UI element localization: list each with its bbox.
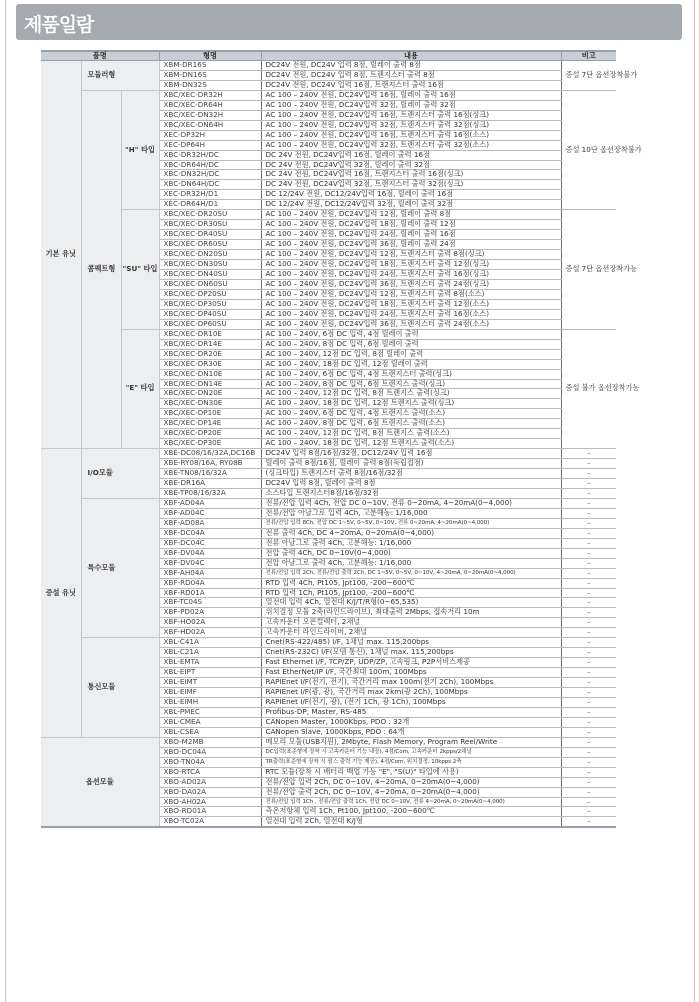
- model-cell: XBC/XEC-DR60SU: [159, 240, 261, 250]
- model-cell: XBL-C21A: [159, 648, 261, 658]
- description-cell: TR출력(표준형에 장착 시 펄스 출력 기능 제공), 4점/Com, 위치결정, 10kpps 2축: [261, 757, 561, 767]
- header-model: 형명: [159, 51, 261, 61]
- model-cell: XBO-TN04A: [159, 757, 261, 767]
- model-cell: XBC/XEC-DP14E: [159, 419, 261, 429]
- description-cell: 소스타입 트랜지스터8점/16점/32점: [261, 488, 561, 498]
- note-cell: –: [561, 767, 616, 777]
- note-cell: –: [561, 548, 616, 558]
- page-title: 제품일람: [24, 14, 94, 36]
- description-cell: AC 100 – 240V 전원, DC24V입력 36점, 트랜지스터 출력 24점(소스): [261, 319, 561, 329]
- note-cell: –: [561, 449, 616, 459]
- category-option-module: 옵션모듈: [41, 737, 159, 827]
- description-cell: AC 100 – 240V 전원, DC24V입력 24점, 릴레이 출력 16점: [261, 230, 561, 240]
- model-cell: XBC/XEC-DN20E: [159, 389, 261, 399]
- model-cell: XBF-RD01A: [159, 588, 261, 598]
- model-cell: XBM-DN32S: [159, 80, 261, 90]
- description-cell: 전류/전압 입력 8Ch, 전압 DC 1~5V, 0~5V, 0~10V, 전류 0~20mA, 4~20mA(0~4,000): [261, 518, 561, 528]
- note-cell: –: [561, 588, 616, 598]
- note-cell: –: [561, 618, 616, 628]
- note-cell: –: [561, 727, 616, 737]
- table-row: [41, 329, 616, 339]
- model-cell: XBF-PD02A: [159, 608, 261, 618]
- model-cell: XBM-DR16S: [159, 61, 261, 71]
- description-cell: CANopen Slave, 1000Kbps, PDO : 64개: [261, 727, 561, 737]
- description-cell: CANopen Master, 1000Kbps, PDO : 32개: [261, 717, 561, 727]
- product-table: [41, 50, 642, 828]
- header-note: 비고: [561, 51, 616, 61]
- model-cell: XBO-RD01A: [159, 807, 261, 817]
- model-cell: XBC/XEC-DR30SU: [159, 220, 261, 230]
- model-cell: XEC-DP64H: [159, 140, 261, 150]
- note-cell: –: [561, 817, 616, 827]
- type-h: "H" 타입: [121, 90, 159, 209]
- model-cell: XBF-AH04A: [159, 568, 261, 578]
- description-cell: 고속카운터 오픈컬렉터, 2채널: [261, 618, 561, 628]
- description-cell: AC 100 – 240V, 12점 DC 입력, 8점 트랜지스 출력(소스): [261, 429, 561, 439]
- description-cell: DC24V 전원, DC24V 입력 16점, 트랜지스터 출력 16점: [261, 80, 561, 90]
- model-cell: XBL-EIPT: [159, 668, 261, 678]
- category-basic-unit: 기본 유닛: [41, 61, 81, 449]
- model-cell: XBC/XEC-DP20SU: [159, 289, 261, 299]
- model-cell: XBC/XEC-DR32H: [159, 90, 261, 100]
- model-cell: XBO-TC02A: [159, 817, 261, 827]
- model-cell: XBF-AD04A: [159, 498, 261, 508]
- description-cell: AC 100 – 240V 전원, DC24V입력 16점, 릴레이 출력 16점: [261, 90, 561, 100]
- note-cell: –: [561, 538, 616, 548]
- model-cell: XBC/XEC-DR14E: [159, 339, 261, 349]
- note-cell: –: [561, 747, 616, 757]
- model-cell: XBF-HD02A: [159, 628, 261, 638]
- note-cell: –: [561, 797, 616, 807]
- model-cell: XEC-DR64H/D1: [159, 200, 261, 210]
- note-cell: –: [561, 698, 616, 708]
- description-cell: 전류/전압 입력 2Ch, DC 0~10V, 4~20mA, 0~20mA(0~4,000): [261, 777, 561, 787]
- subcategory-io: I/O모듈: [81, 449, 159, 499]
- description-cell: DC 12/24V 전원, DC12/24V입력 32점, 릴레이 출력 32점: [261, 200, 561, 210]
- note-cell: –: [561, 508, 616, 518]
- description-cell: DC 24V 전원, DC24V입력 32점, 트랜지스터 출력 32점(싱크): [261, 180, 561, 190]
- model-cell: XBC/XEC-DP60SU: [159, 319, 261, 329]
- model-cell: XBC-DR32H/DC: [159, 150, 261, 160]
- model-cell: XBF-TC04S: [159, 598, 261, 608]
- description-cell: DC입력(표준형에 장착 시 고속카운터 기능 내장), 4점/Com, 고속카운터 2kpps/2채널: [261, 747, 561, 757]
- table-body: [41, 60, 642, 828]
- note-cell: –: [561, 498, 616, 508]
- header-description: 내용: [261, 51, 561, 61]
- description-cell: 전압 아날그로 출력 4Ch, 고분해능: 1/16,000: [261, 558, 561, 568]
- description-cell: AC 100 – 240V, 6점 DC 입력, 4점 트랜지스터 출력(싱크): [261, 369, 561, 379]
- table-row: [41, 737, 616, 747]
- note-cell: –: [561, 787, 616, 797]
- model-cell: XBF-DV04A: [159, 548, 261, 558]
- model-cell: XBE-DR16A: [159, 479, 261, 489]
- header-product: 품명: [41, 51, 159, 61]
- description-cell: Fast Ethernet I/F, TCP/ZP, UDP/ZP, 고속링크, P2P서비스제공: [261, 658, 561, 668]
- model-cell: XBO-DA02A: [159, 787, 261, 797]
- note-cell: –: [561, 688, 616, 698]
- description-cell: AC 100 – 240V, 8점 DC 입력, 6점 릴레이 출력: [261, 339, 561, 349]
- note-cell: –: [561, 568, 616, 578]
- description-cell: 열전대 입력 2Ch, 열전대 K/J형: [261, 817, 561, 827]
- model-cell: XBC/XEC-DP30E: [159, 439, 261, 449]
- subcategory-comm: 통신모듈: [81, 638, 159, 738]
- description-cell: RAPIEnet I/F(전기, 전기), 국간거리 max 100m(전기 2Ch), 100Mbps: [261, 678, 561, 688]
- description-cell: DC24V 입력 8점, 릴레이 출력 8점: [261, 479, 561, 489]
- note-cell: –: [561, 518, 616, 528]
- description-cell: RAPIEnet I/F(광, 광), 국간거리 max 2km(광 2Ch), 100Mbps: [261, 688, 561, 698]
- model-cell: XBE-TP08/16/32A: [159, 488, 261, 498]
- model-cell: XBC/XEC-DN14E: [159, 379, 261, 389]
- description-cell: Cnet(RS-232C) I/F(모뎀 통신), 1채널 max. 115,200bps: [261, 648, 561, 658]
- description-cell: AC 100 – 240V 전원, DC24V입력 18점, 릴레이 출력 12점: [261, 220, 561, 230]
- model-cell: XBC/XEC-DN20SU: [159, 250, 261, 260]
- description-cell: AC 100 – 240V, 18점 DC 입력, 12점 트랜지스 출력(소스): [261, 439, 561, 449]
- description-cell: Fast EtherNet/IP I/F, 국간최대 100m, 100Mbps: [261, 668, 561, 678]
- model-cell: XBC/XEC-DR20E: [159, 349, 261, 359]
- model-cell: XBL-EIMF: [159, 688, 261, 698]
- type-su: "SU" 타입: [121, 210, 159, 329]
- table-row: [41, 90, 616, 100]
- model-cell: XBO-AD02A: [159, 777, 261, 787]
- model-cell: XBC/XEC-DR20SU: [159, 210, 261, 220]
- model-cell: XBC/XEC-DN60SU: [159, 279, 261, 289]
- model-cell: XBF-AD04C: [159, 508, 261, 518]
- description-cell: (싱크타입) 트랜지스터 출력 8점/16점/32점: [261, 469, 561, 479]
- description-cell: 전압 출력 4Ch, DC 0~10V(0~4,000): [261, 548, 561, 558]
- description-cell: RTD 입력 1Ch, Pt105, Jpt100, -200~600℃: [261, 588, 561, 598]
- model-cell: XBC/XEC-DN10E: [159, 369, 261, 379]
- note-cell: –: [561, 678, 616, 688]
- note-cell: –: [561, 528, 616, 538]
- model-cell: XBC/XEC-DR30E: [159, 359, 261, 369]
- description-cell: 전류/전압 입력 2Ch, 전류/전압 출력 2Ch, DC 1~5V, 0~5V, 0~10V, 4~20mA, 0~20mA(0~4,000): [261, 568, 561, 578]
- model-cell: XBC/XEC-DN64H: [159, 120, 261, 130]
- note-cell: –: [561, 638, 616, 648]
- description-cell: 전류/전압 출력 2Ch, DC 0~10V, 4~20mA, 0~20mA(0~4,000): [261, 787, 561, 797]
- description-cell: AC 100 – 240V 전원, DC24V입력 24점, 트랜지스터 출력 16점(싱크): [261, 270, 561, 280]
- model-cell: XBC/XEC-DN32H: [159, 110, 261, 120]
- model-cell: XBF-DC04A: [159, 528, 261, 538]
- title-bar: [16, 4, 682, 40]
- model-cell: XBL-C41A: [159, 638, 261, 648]
- description-cell: RTC 모듈(장착 시 배터리 백업 가능 "E", "S(U)" 타입에 사용): [261, 767, 561, 777]
- table-row: [41, 449, 616, 459]
- model-cell: XBE-RY08/16A, RY08B: [159, 459, 261, 469]
- model-cell: XBO-RTCA: [159, 767, 261, 777]
- description-cell: 위치결정 모듈 2축(라인드라이브), 최대출력 2Mbps, 접속거리 10m: [261, 608, 561, 618]
- note-cell: 증설 7단 옵션장착불가: [561, 61, 616, 91]
- description-cell: 고속카운터 라인드라이버, 2채널: [261, 628, 561, 638]
- model-cell: XBF-RD04A: [159, 578, 261, 588]
- note-cell: 증설 10단 옵션장착불가: [561, 90, 616, 209]
- description-cell: AC 100 – 240V 전원, DC24V입력 18점, 트랜지스터 출력 12점(싱크): [261, 260, 561, 270]
- model-cell: XBC/XEC-DN40SU: [159, 270, 261, 280]
- model-cell: XBC/XEC-DP40SU: [159, 309, 261, 319]
- note-cell: –: [561, 578, 616, 588]
- note-cell: –: [561, 757, 616, 767]
- description-cell: AC 100 – 240V, 18점 DC 입력, 12점 트랜지스 출력(싱크): [261, 399, 561, 409]
- model-cell: XBC/XEC-DR64H: [159, 100, 261, 110]
- model-cell: XBC/XEC-DP20E: [159, 429, 261, 439]
- note-cell: –: [561, 479, 616, 489]
- note-cell: –: [561, 737, 616, 747]
- model-cell: XBE-DC08/16/32A,DC16B: [159, 449, 261, 459]
- model-cell: XBO-AH02A: [159, 797, 261, 807]
- note-cell: –: [561, 707, 616, 717]
- note-cell: –: [561, 558, 616, 568]
- note-cell: 증설 7단 옵션장착가능: [561, 210, 616, 329]
- description-cell: AC 100 – 240V, 8점 DC 입력, 6점 트랜지스 출력(소스): [261, 419, 561, 429]
- description-cell: DC24V 전원, DC24V 입력 8점, 트랜지스터 출력 8점: [261, 70, 561, 80]
- model-cell: XBC/XEC-DN30SU: [159, 260, 261, 270]
- model-cell: XBL-PMEC: [159, 707, 261, 717]
- description-cell: AC 100 – 240V 전원, DC24V입력 12점, 트랜지스터 출력 8점(소스): [261, 289, 561, 299]
- model-cell: XBF-HO02A: [159, 618, 261, 628]
- model-cell: XBO-DC04A: [159, 747, 261, 757]
- model-cell: XBL-CMEA: [159, 717, 261, 727]
- description-cell: AC 100 – 240V, 6점 DC 입력, 4점 릴레이 출력: [261, 329, 561, 339]
- table-row: [41, 61, 616, 71]
- note-cell: –: [561, 807, 616, 817]
- model-cell: XBC/XEC-DR40SU: [159, 230, 261, 240]
- model-cell: XBO-M2MB: [159, 737, 261, 747]
- table-row: [41, 638, 616, 648]
- description-cell: Profibus-DP, Master, RS-485: [261, 707, 561, 717]
- description-cell: 릴레이 출력 8점/16점, 릴레이 출력 8점(독립접점): [261, 459, 561, 469]
- description-cell: 전류/전압 입력 4Ch, 전압 DC 0~10V, 전류 0~20mA, 4~20mA(0~4,000): [261, 498, 561, 508]
- description-cell: 전류 출력 4Ch, DC 4~20mA, 0~20mA(0~4,000): [261, 528, 561, 538]
- description-cell: AC 100 – 240V, 12점 DC 입력, 8점 릴레이 출력: [261, 349, 561, 359]
- description-cell: 열전대 입력 4Ch, 열전대 K/J/T/R형(0~65,535): [261, 598, 561, 608]
- note-cell: 증설 불가 옵션장착가능: [561, 329, 616, 448]
- model-cell: XBF-DC04C: [159, 538, 261, 548]
- category-expansion-unit: 증설 유닛: [41, 449, 81, 738]
- table-row: [41, 210, 616, 220]
- note-cell: –: [561, 488, 616, 498]
- description-cell: DC 24V 전원, DC24V입력 16점, 릴레이 출력 16점: [261, 150, 561, 160]
- note-cell: –: [561, 777, 616, 787]
- description-cell: AC 100 – 240V, 12점 DC 입력, 8점 트랜지스 출력(싱크): [261, 389, 561, 399]
- description-cell: 측온저항체 입력 1Ch, Pt100, Jpt100, -200~600℃: [261, 807, 561, 817]
- note-cell: –: [561, 658, 616, 668]
- model-cell: XBF-DV04C: [159, 558, 261, 568]
- subcategory-modular: 모듈러형: [81, 61, 159, 91]
- description-cell: DC24V 입력 8점/16점/32점, DC12/24V 입력 16점: [261, 449, 561, 459]
- description-cell: AC 100 – 240V 전원, DC24V입력 32점, 릴레이 출력 32점: [261, 100, 561, 110]
- description-cell: DC 12/24V 전원, DC12/24V입력 16점, 릴레이 출력 16점: [261, 190, 561, 200]
- type-e: "E" 타입: [121, 329, 159, 448]
- model-cell: XBC-DN32H/DC: [159, 170, 261, 180]
- subcategory-compact: 콤팩트형: [81, 90, 121, 448]
- subcategory-special: 특수모듈: [81, 498, 159, 637]
- note-cell: –: [561, 608, 616, 618]
- description-cell: DC 24V 전원, DC24V입력 16점, 트랜지스터 출력 16점(싱크): [261, 170, 561, 180]
- note-cell: –: [561, 628, 616, 638]
- model-cell: XEC-DR32H/D1: [159, 190, 261, 200]
- note-cell: –: [561, 459, 616, 469]
- model-cell: XEC-DP32H: [159, 130, 261, 140]
- description-cell: AC 100 – 240V, 18점 DC 입력, 12점 릴레이 출력: [261, 359, 561, 369]
- description-cell: AC 100 – 240V 전원, DC24V입력 12점, 트랜지스터 출력 8점(싱크): [261, 250, 561, 260]
- model-cell: XBC-DR64H/DC: [159, 160, 261, 170]
- model-cell: XBF-AD08A: [159, 518, 261, 528]
- model-cell: XBL-EIMT: [159, 678, 261, 688]
- model-cell: XBL-EMTA: [159, 658, 261, 668]
- model-cell: XBC/XEC-DR10E: [159, 329, 261, 339]
- model-cell: XBC-DN64H/DC: [159, 180, 261, 190]
- description-cell: Cnet(RS-422/485) I/F, 1채널 max. 115,200bps: [261, 638, 561, 648]
- description-cell: AC 100 – 240V, 6점 DC 입력, 4점 트랜지스 출력(소스): [261, 409, 561, 419]
- note-cell: –: [561, 668, 616, 678]
- note-cell: –: [561, 648, 616, 658]
- description-cell: DC 24V 전원, DC24V입력 32점, 릴레이 출력 32점: [261, 160, 561, 170]
- description-cell: AC 100 – 240V 전원, DC24V입력 12점, 릴레이 출력 8점: [261, 210, 561, 220]
- description-cell: AC 100 – 240V 전원, DC24V입력 16점, 트랜지스터 출력 16점(싱크): [261, 110, 561, 120]
- model-cell: XBC/XEC-DP10E: [159, 409, 261, 419]
- description-cell: 전류/전압 아날그로 입력 4Ch, 고분해능: 1/16,000: [261, 508, 561, 518]
- description-cell: AC 100 – 240V 전원, DC24V입력 16점, 트랜지스터 출력 16점(소스): [261, 130, 561, 140]
- description-cell: AC 100 – 240V 전원, DC24V입력 24점, 트랜지스터 출력 16점(소스): [261, 309, 561, 319]
- description-cell: 메모리 모듈(USB지원), 2Mbyte, Flash Memory, Program Reel/Write: [261, 737, 561, 747]
- note-cell: –: [561, 717, 616, 727]
- description-cell: 전류 아날그로 출력 4Ch, 고분해능: 1/16,000: [261, 538, 561, 548]
- description-cell: RAPIEnet I/F(전기, 광), (전기 1Ch, 광 1Ch), 100Mbps: [261, 698, 561, 708]
- model-cell: XBL-EIMH: [159, 698, 261, 708]
- table-row: [41, 498, 616, 508]
- model-cell: XBC/XEC-DN30E: [159, 399, 261, 409]
- description-cell: AC 100 – 240V 전원, DC24V입력 36점, 트랜지스터 출력 24점(싱크): [261, 279, 561, 289]
- model-cell: XBM-DN16S: [159, 70, 261, 80]
- description-cell: AC 100 – 240V, 8점 DC 입력, 6점 트랜지스 출력(싱크): [261, 379, 561, 389]
- description-cell: 전류/전압 입력 1Ch , 전류/전압 출력 1Ch, 전압 DC 0~10V, 전류 4~20mA, 0~20mA(0~4,000): [261, 797, 561, 807]
- note-cell: –: [561, 469, 616, 479]
- description-cell: AC 100 – 240V 전원, DC24V입력 36점, 릴레이 출력 24점: [261, 240, 561, 250]
- model-cell: XBC/XEC-DP30SU: [159, 299, 261, 309]
- model-cell: XBE-TN08/16/32A: [159, 469, 261, 479]
- description-cell: AC 100 – 240V 전원, DC24V입력 32점, 트랜지스터 출력 32점(소스): [261, 140, 561, 150]
- note-cell: –: [561, 598, 616, 608]
- description-cell: RTD 입력 4Ch, Pt105, Jpt100, -200~600℃: [261, 578, 561, 588]
- description-cell: AC 100 – 240V 전원, DC24V입력 18점, 트랜지스터 출력 12점(소스): [261, 299, 561, 309]
- description-cell: DC24V 전원, DC24V 입력 8점, 릴레이 출력 8점: [261, 61, 561, 71]
- description-cell: AC 100 – 240V 전원, DC24V입력 32점, 트랜지스터 출력 32점(싱크): [261, 120, 561, 130]
- model-cell: XBL-CSEA: [159, 727, 261, 737]
